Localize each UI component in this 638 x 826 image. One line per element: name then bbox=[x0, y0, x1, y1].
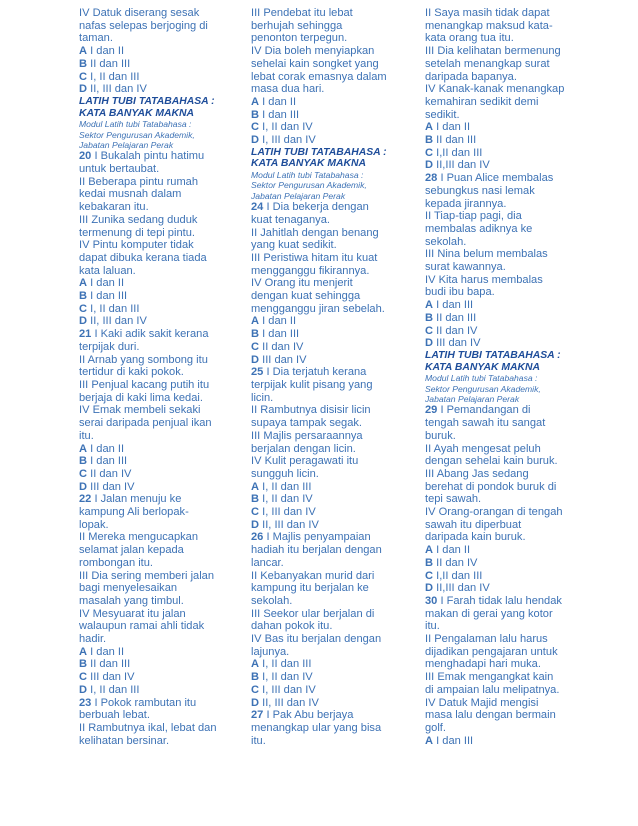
body-text-line: hadiah itu berjalan dengan bbox=[251, 544, 382, 557]
answer-option bbox=[425, 582, 597, 595]
answer-option bbox=[425, 299, 597, 312]
body-text-line: IV Kanak-kanak menangkap bbox=[425, 83, 565, 96]
body-text-line: menangkap maksud kata- bbox=[425, 19, 553, 32]
body-text-line: yang kuat sedikit. bbox=[251, 239, 337, 252]
option-text: I dan II bbox=[90, 277, 125, 290]
body-text-line: IV Kita harus membalas bbox=[425, 273, 543, 286]
body-text-line: lajunya. bbox=[251, 645, 290, 658]
option-text: I, III dan IV bbox=[262, 683, 316, 696]
answer-option bbox=[425, 312, 597, 325]
section-source-note: Modul Latih tubi Tatabahasa : bbox=[79, 119, 192, 130]
option-text: I dan III bbox=[90, 455, 128, 468]
answer-option bbox=[425, 325, 597, 338]
answer-option bbox=[425, 159, 597, 172]
option-text: I,II dan III bbox=[436, 146, 483, 159]
body-text-line: sawah itu diperbuat bbox=[425, 518, 522, 531]
section-heading: KATA BANYAK MAKNA bbox=[425, 361, 541, 373]
option-text: II, III dan IV bbox=[90, 83, 147, 96]
answer-option bbox=[251, 506, 423, 519]
question-line bbox=[251, 531, 423, 544]
body-text-line: golf. bbox=[425, 721, 446, 734]
page-corner-mark bbox=[596, 810, 608, 812]
option-letter: D bbox=[79, 480, 88, 493]
option-letter: A bbox=[251, 480, 260, 493]
body-text-line: daripada kain buruk. bbox=[425, 531, 526, 544]
question-number: 30 bbox=[425, 594, 438, 607]
body-text-line: IV Orang itu menjerit bbox=[251, 277, 353, 290]
body-text-line: kata orang tua itu. bbox=[425, 32, 514, 45]
body-text-line: lancar. bbox=[251, 556, 284, 569]
section-source-note: Sektor Pengurusan Akademik, bbox=[79, 129, 195, 140]
option-text: I, II dan IV bbox=[262, 671, 313, 684]
body-text-line: II Mereka mengucapkan bbox=[79, 531, 199, 544]
answer-option bbox=[79, 58, 251, 71]
question-number: 22 bbox=[79, 493, 92, 506]
body-text-line: sedikit. bbox=[425, 108, 460, 121]
body-text-line: tengah sawah itu sangat bbox=[425, 417, 546, 430]
answer-option bbox=[251, 481, 423, 494]
option-text: I dan II bbox=[436, 544, 471, 557]
option-letter: D bbox=[79, 683, 88, 696]
option-text: I, II dan III bbox=[262, 480, 312, 493]
answer-option bbox=[251, 134, 423, 147]
option-letter: A bbox=[79, 645, 88, 658]
body-text-line: II Tiap-tiap pagi, dia bbox=[425, 210, 522, 223]
question-line bbox=[79, 697, 251, 710]
body-text-line: III Zunika sedang duduk bbox=[79, 213, 198, 226]
option-letter: A bbox=[425, 299, 434, 312]
column-3 bbox=[425, 7, 597, 747]
section-source-note: Jabatan Pelajaran Perak bbox=[79, 139, 174, 150]
body-text-line: dengan kuat sehingga bbox=[251, 290, 361, 303]
answer-option bbox=[79, 443, 251, 456]
body-text-line: IV Kulit peragawati itu bbox=[251, 455, 359, 468]
body-text-line: kedai musnah dalam bbox=[79, 188, 182, 201]
body-text-line: dijadikan pengajaran untuk bbox=[425, 645, 558, 658]
question-number: 29 bbox=[425, 404, 438, 417]
body-text-line: terpijak kulit pisang yang bbox=[251, 378, 373, 391]
option-letter: D bbox=[79, 315, 88, 328]
option-letter: A bbox=[251, 658, 260, 671]
answer-option bbox=[251, 684, 423, 697]
question-line bbox=[251, 366, 423, 379]
body-text-line: II Arnab yang sombong itu bbox=[79, 353, 208, 366]
option-letter: D bbox=[425, 337, 434, 350]
body-text-line: budi ibu bapa. bbox=[425, 286, 495, 299]
option-letter: A bbox=[425, 544, 434, 557]
question-line bbox=[425, 404, 597, 417]
body-text-line: IV Orang-orangan di tengah bbox=[425, 506, 563, 519]
body-text-line: walaupun ramai ahli tidak bbox=[79, 620, 205, 633]
body-text-line: surat kawannya. bbox=[425, 261, 506, 274]
option-text: II dan IV bbox=[262, 340, 304, 353]
body-text-line: buruk. bbox=[425, 429, 456, 442]
body-text-line: masalah yang timbul. bbox=[79, 594, 184, 607]
option-text: II dan IV bbox=[436, 556, 478, 569]
option-text: I, III dan IV bbox=[262, 506, 316, 519]
body-text-line: itu. bbox=[425, 620, 440, 633]
answer-option bbox=[251, 341, 423, 354]
option-letter: A bbox=[79, 277, 88, 290]
question-text: I Puan Alice membalas bbox=[440, 172, 554, 185]
question-text: I Pokok rambutan itu bbox=[94, 696, 197, 709]
answer-option bbox=[79, 290, 251, 303]
body-text-line: hadir. bbox=[79, 633, 107, 646]
option-letter: C bbox=[79, 70, 88, 83]
question-line bbox=[251, 709, 423, 722]
option-letter: D bbox=[425, 582, 434, 595]
body-text-line: dapat dibuka kerana tiada bbox=[79, 251, 207, 264]
answer-option bbox=[425, 544, 597, 557]
option-letter: C bbox=[79, 671, 88, 684]
option-text: II dan IV bbox=[436, 324, 478, 337]
question-number: 21 bbox=[79, 328, 92, 341]
option-letter: A bbox=[79, 45, 88, 58]
question-number: 24 bbox=[251, 201, 264, 214]
section-source-note: Sektor Pengurusan Akademik, bbox=[425, 383, 541, 394]
answer-option bbox=[251, 519, 423, 532]
option-text: I,II dan III bbox=[436, 569, 483, 582]
answer-option bbox=[79, 481, 251, 494]
body-text-line: kampung itu berjalan ke bbox=[251, 582, 369, 595]
answer-option bbox=[251, 493, 423, 506]
answer-option bbox=[79, 45, 251, 58]
question-number: 27 bbox=[251, 709, 264, 722]
section-heading: LATIH TUBI TATABAHASA : bbox=[425, 349, 561, 361]
section-heading: KATA BANYAK MAKNA bbox=[251, 158, 367, 170]
body-text-line: II Rambutnya ikal, lebat dan bbox=[79, 721, 217, 734]
option-text: I dan II bbox=[262, 315, 297, 328]
question-number: 23 bbox=[79, 696, 92, 709]
body-text-line: sekolah. bbox=[251, 594, 293, 607]
body-text-line: penonton terpegun. bbox=[251, 32, 348, 45]
section-source-note: Modul Latih tubi Tatabahasa : bbox=[251, 169, 364, 180]
answer-option bbox=[79, 71, 251, 84]
answer-option bbox=[79, 671, 251, 684]
option-text: II, III dan IV bbox=[90, 315, 147, 328]
body-text-line: IV Datuk Majid mengisi bbox=[425, 696, 539, 709]
option-text: II dan III bbox=[436, 134, 477, 147]
option-text: II, III dan IV bbox=[262, 696, 319, 709]
body-text-line: menghadapi hari muka. bbox=[425, 658, 541, 671]
answer-option bbox=[425, 121, 597, 134]
body-text-line: berjaja di kaki lima kedai. bbox=[79, 391, 203, 404]
option-letter: B bbox=[425, 311, 434, 324]
question-line bbox=[251, 201, 423, 214]
option-text: I, II dan III bbox=[90, 683, 140, 696]
option-text: I, II dan IV bbox=[262, 493, 313, 506]
option-text: I dan III bbox=[262, 108, 300, 121]
section-heading: KATA BANYAK MAKNA bbox=[79, 107, 195, 119]
option-letter: D bbox=[251, 353, 260, 366]
answer-option bbox=[425, 337, 597, 350]
body-text-line: termenung di tepi pintu. bbox=[79, 226, 195, 239]
option-text: I, II dan IV bbox=[262, 121, 313, 134]
body-text-line: berhujah sehingga bbox=[251, 19, 343, 32]
question-number: 28 bbox=[425, 172, 438, 185]
answer-option bbox=[79, 277, 251, 290]
body-text-line: supaya tampak segak. bbox=[251, 417, 363, 430]
body-text-line: kuat tenaganya. bbox=[251, 213, 330, 226]
section-source-note: Sektor Pengurusan Akademik, bbox=[251, 180, 367, 191]
body-text-line: III Dia kelihatan bermenung bbox=[425, 45, 561, 58]
option-letter: D bbox=[79, 83, 88, 96]
body-text-line: kelihatan bersinar. bbox=[79, 734, 170, 747]
option-letter: B bbox=[251, 108, 260, 121]
body-text-line: itu. bbox=[251, 734, 266, 747]
answer-option bbox=[79, 684, 251, 697]
body-text-line: lebat corak emasnya dalam bbox=[251, 70, 387, 83]
body-text-line: lopak. bbox=[79, 518, 109, 531]
body-text-line: kebakaran itu. bbox=[79, 201, 149, 214]
answer-option bbox=[79, 468, 251, 481]
option-text: II,III dan IV bbox=[436, 159, 490, 172]
answer-option bbox=[425, 147, 597, 160]
option-letter: B bbox=[79, 455, 88, 468]
body-text-line: masa lalu dengan bermain bbox=[425, 709, 556, 722]
body-text-line: setelah menangkap surat bbox=[425, 57, 550, 70]
question-text: I Dia bekerja dengan bbox=[266, 201, 369, 214]
body-text-line: III Abang Jas sedang bbox=[425, 467, 529, 480]
body-text-line: makan di gerai yang kotor bbox=[425, 607, 553, 620]
question-text: I Bukalah pintu hatimu bbox=[94, 150, 205, 163]
body-text-line: berehat di pondok buruk di bbox=[425, 480, 557, 493]
option-letter: C bbox=[251, 506, 260, 519]
option-text: III dan IV bbox=[262, 353, 307, 366]
option-text: II dan III bbox=[90, 57, 131, 70]
option-text: II dan III bbox=[90, 658, 131, 671]
body-text-line: IV Mesyuarat itu jalan bbox=[79, 607, 186, 620]
body-text-line: serai daripada penjual ikan bbox=[79, 417, 212, 430]
body-text-line: terpijak duri. bbox=[79, 340, 140, 353]
answer-option bbox=[251, 697, 423, 710]
body-text-line: bagi menyelesaikan bbox=[79, 582, 178, 595]
question-number: 26 bbox=[251, 531, 264, 544]
body-text-line: nafas selepas berjoging di bbox=[79, 19, 208, 32]
question-text: I Farah tidak lalu hendak bbox=[440, 594, 562, 607]
body-text-line: II Saya masih tidak dapat bbox=[425, 7, 550, 19]
body-text-line: III Seekor ular berjalan di bbox=[251, 607, 375, 620]
answer-option bbox=[425, 735, 597, 748]
body-text-line: IV Bas itu berjalan dengan bbox=[251, 633, 382, 646]
option-letter: A bbox=[425, 121, 434, 134]
option-letter: C bbox=[425, 324, 434, 337]
body-text-line: untuk bertaubat. bbox=[79, 163, 160, 176]
section-source-note: Jabatan Pelajaran Perak bbox=[425, 393, 520, 404]
option-text: I, II dan III bbox=[90, 70, 140, 83]
body-text-line: II Jahitlah dengan benang bbox=[251, 226, 379, 239]
body-text-line: rombongan itu. bbox=[79, 556, 154, 569]
option-text: I dan II bbox=[262, 95, 297, 108]
question-number: 25 bbox=[251, 366, 264, 379]
answer-option bbox=[79, 83, 251, 96]
section-heading: LATIH TUBI TATABAHASA : bbox=[251, 146, 387, 158]
body-text-line: dengan sehelai kain buruk. bbox=[425, 455, 558, 468]
option-text: II,III dan IV bbox=[436, 582, 490, 595]
body-text-line: IV Pintu komputer tidak bbox=[79, 239, 194, 252]
answer-option bbox=[251, 96, 423, 109]
answer-option bbox=[79, 646, 251, 659]
body-text-line: menangkap ular yang bisa bbox=[251, 721, 382, 734]
body-text-line: sekolah. bbox=[425, 235, 467, 248]
body-text-line: mengganggu jiran sebelah. bbox=[251, 302, 385, 315]
option-letter: A bbox=[425, 734, 434, 747]
option-letter: D bbox=[251, 696, 260, 709]
answer-option bbox=[251, 315, 423, 328]
question-text: I Dia terjatuh kerana bbox=[266, 366, 367, 379]
question-text: I Jalan menuju ke bbox=[94, 493, 182, 506]
option-text: III dan IV bbox=[90, 671, 135, 684]
answer-option bbox=[425, 134, 597, 147]
option-letter: C bbox=[79, 467, 88, 480]
option-text: I, II dan III bbox=[262, 658, 312, 671]
body-text-line: daripada bapanya. bbox=[425, 70, 517, 83]
body-text-line: licin. bbox=[251, 391, 274, 404]
option-text: III dan IV bbox=[90, 480, 135, 493]
body-text-line: II Ayah mengesat peluh bbox=[425, 442, 541, 455]
body-text-line: II Beberapa pintu rumah bbox=[79, 175, 199, 188]
section-source-note: Modul Latih tubi Tatabahasa : bbox=[425, 373, 538, 384]
option-letter: B bbox=[79, 290, 88, 303]
option-letter: C bbox=[251, 683, 260, 696]
body-text-line: masa dua hari. bbox=[251, 83, 325, 96]
body-text-line: kampung Ali berlopak- bbox=[79, 506, 189, 519]
option-text: I, III dan IV bbox=[262, 134, 316, 147]
answer-option bbox=[425, 570, 597, 583]
body-text-line: II Pengalaman lalu harus bbox=[425, 633, 548, 646]
body-text-line: membalas adiknya ke bbox=[425, 222, 533, 235]
answer-option bbox=[251, 671, 423, 684]
body-text-line: III Nina belum membalas bbox=[425, 248, 548, 261]
answer-option bbox=[79, 315, 251, 328]
body-text-line: II Rambutnya disisir licin bbox=[251, 404, 371, 417]
question-line bbox=[79, 150, 251, 163]
body-text-line: kemahiran sedikit demi bbox=[425, 95, 539, 108]
body-text-line: III Pendebat itu lebat bbox=[251, 7, 353, 19]
body-text-line: III Emak mengangkat kain bbox=[425, 671, 554, 684]
answer-option bbox=[79, 658, 251, 671]
answer-option bbox=[251, 121, 423, 134]
body-text-line: IV Datuk diserang sesak bbox=[79, 7, 200, 19]
body-text-line: sebungkus nasi lemak bbox=[425, 184, 535, 197]
option-letter: A bbox=[251, 95, 260, 108]
question-line bbox=[79, 493, 251, 506]
column-1 bbox=[79, 7, 251, 747]
body-text-line: kepada jirannya. bbox=[425, 197, 507, 210]
section-source-note: Jabatan Pelajaran Perak bbox=[251, 190, 346, 201]
option-letter: C bbox=[79, 302, 88, 315]
body-text-line: taman. bbox=[79, 32, 113, 45]
body-text-line: sungguh licin. bbox=[251, 467, 319, 480]
option-text: I dan II bbox=[90, 45, 125, 58]
question-line bbox=[425, 595, 597, 608]
option-letter: D bbox=[251, 134, 260, 147]
answer-option bbox=[251, 658, 423, 671]
option-text: II dan III bbox=[436, 311, 477, 324]
body-text-line: dahan pokok itu. bbox=[251, 620, 333, 633]
option-letter: B bbox=[251, 328, 260, 341]
option-letter: C bbox=[251, 340, 260, 353]
question-number: 20 bbox=[79, 150, 92, 163]
option-text: I dan III bbox=[436, 734, 474, 747]
body-text-line: III Penjual kacang putih itu bbox=[79, 378, 210, 391]
answer-option bbox=[79, 455, 251, 468]
option-text: II dan IV bbox=[90, 467, 132, 480]
option-text: I dan II bbox=[436, 121, 471, 134]
answer-option bbox=[251, 354, 423, 367]
option-text: I, II dan III bbox=[90, 302, 140, 315]
option-letter: A bbox=[251, 315, 260, 328]
option-text: I dan II bbox=[90, 645, 125, 658]
column-2 bbox=[251, 7, 423, 747]
body-text-line: itu. bbox=[79, 429, 94, 442]
option-letter: B bbox=[79, 658, 88, 671]
body-text-line: IV Dia boleh menyiapkan bbox=[251, 45, 375, 58]
option-text: I dan II bbox=[90, 442, 125, 455]
option-text: I dan III bbox=[262, 328, 300, 341]
option-letter: C bbox=[425, 569, 434, 582]
body-text-line: berjalan dengan licin. bbox=[251, 442, 356, 455]
question-text: I Majlis penyampaian bbox=[266, 531, 371, 544]
body-text-line: tertidur di kaki pokok. bbox=[79, 366, 184, 379]
option-letter: B bbox=[79, 57, 88, 70]
answer-option bbox=[79, 303, 251, 316]
body-text-line: II Kebanyakan murid dari bbox=[251, 569, 375, 582]
option-letter: D bbox=[251, 518, 260, 531]
option-letter: B bbox=[251, 671, 260, 684]
option-letter: D bbox=[425, 159, 434, 172]
question-text: I Kaki adik sakit kerana bbox=[94, 328, 209, 341]
option-letter: B bbox=[251, 493, 260, 506]
answer-option bbox=[425, 557, 597, 570]
question-text: I Pemandangan di bbox=[440, 404, 531, 417]
question-line bbox=[79, 328, 251, 341]
body-text-line: di ampaian lalu melipatnya. bbox=[425, 683, 560, 696]
answer-option bbox=[251, 109, 423, 122]
option-text: I dan III bbox=[436, 299, 474, 312]
option-text: III dan IV bbox=[436, 337, 481, 350]
section-heading: LATIH TUBI TATABAHASA : bbox=[79, 95, 215, 107]
body-text-line: kata laluan. bbox=[79, 264, 136, 277]
body-text-line: sehelai kain songket yang bbox=[251, 57, 379, 70]
option-letter: A bbox=[79, 442, 88, 455]
body-text-line: tepi sawah. bbox=[425, 493, 482, 506]
answer-option bbox=[251, 328, 423, 341]
option-letter: B bbox=[425, 134, 434, 147]
body-text-line: berbuah lebat. bbox=[79, 709, 150, 722]
body-text-line: IV Emak membeli sekaki bbox=[79, 404, 201, 417]
body-text-line: mengganggu fikirannya. bbox=[251, 264, 370, 277]
option-text: I dan III bbox=[90, 290, 128, 303]
option-letter: B bbox=[425, 556, 434, 569]
body-text-line: selamat jalan kepada bbox=[79, 544, 184, 557]
option-text: II, III dan IV bbox=[262, 518, 319, 531]
body-text-line: III Majlis persaraannya bbox=[251, 429, 363, 442]
body-text-line: III Peristiwa hitam itu kuat bbox=[251, 251, 378, 264]
option-letter: C bbox=[425, 146, 434, 159]
question-line bbox=[425, 172, 597, 185]
option-letter: C bbox=[251, 121, 260, 134]
question-text: I Pak Abu berjaya bbox=[266, 709, 354, 722]
body-text-line: III Dia sering memberi jalan bbox=[79, 569, 215, 582]
